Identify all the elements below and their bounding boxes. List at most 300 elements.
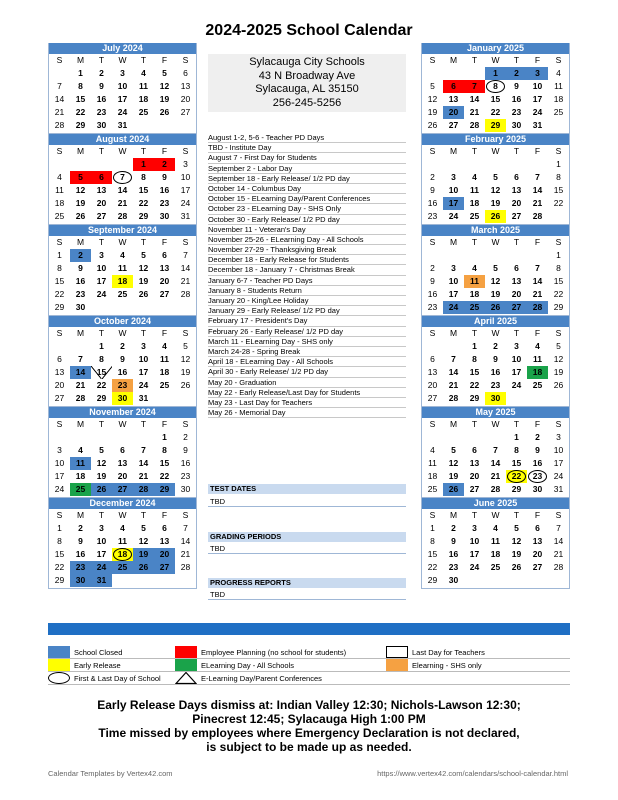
day-cell: 6	[514, 263, 519, 273]
day-cell: 10	[138, 354, 149, 364]
day-cell: 9	[430, 185, 435, 195]
day-cell: 27	[427, 393, 438, 403]
day-cell: 30	[532, 484, 543, 494]
day-cell: 8	[99, 354, 104, 364]
day-cell: 8	[514, 445, 519, 455]
weekday-header	[422, 236, 569, 249]
day-cell: 31	[117, 120, 128, 130]
progress-reports-heading: PROGRESS REPORTS	[208, 578, 406, 588]
day-cell: 4	[141, 68, 146, 78]
day-cell: 2	[430, 172, 435, 182]
day-cell: 10	[511, 354, 522, 364]
day-cell: 25	[532, 380, 543, 390]
day-cell: 22	[490, 107, 501, 117]
weekday-label: S	[555, 510, 562, 520]
weekday-header	[49, 145, 196, 158]
day-cell: 10	[532, 81, 543, 91]
day-cell: 16	[159, 185, 170, 195]
school-phone: 256-245-5256	[272, 96, 342, 109]
day-cell: 25	[70, 483, 91, 496]
day-cell: 6	[120, 445, 125, 455]
weekday-label: F	[161, 146, 168, 156]
day-cell: 26	[485, 210, 506, 223]
weekday-label: S	[182, 237, 189, 247]
month-title: March 2025	[422, 225, 569, 236]
empty-day-cell	[154, 119, 175, 132]
weekday-label: T	[471, 328, 478, 338]
weekday-label: T	[140, 510, 147, 520]
day-cell: 15	[159, 458, 170, 468]
week-row	[422, 249, 569, 262]
weekday-label: S	[182, 55, 189, 65]
weekday-label: M	[449, 55, 458, 65]
empty-day-cell	[175, 587, 196, 600]
day-cell: 27	[96, 211, 107, 221]
weekday-label: S	[182, 510, 189, 520]
day-cell: 2	[493, 341, 498, 351]
day-cell: 26	[443, 483, 464, 496]
day-cell: 20	[96, 198, 107, 208]
day-cell: 28	[532, 211, 543, 221]
empty-day-cell	[443, 158, 464, 171]
day-cell: 20	[427, 380, 438, 390]
day-cell: 11	[554, 81, 563, 91]
day-cell: 17	[54, 471, 65, 481]
weekday-label: T	[140, 419, 147, 429]
day-cell: 8	[78, 81, 83, 91]
empty-day-cell	[506, 158, 527, 171]
month-title: May 2025	[422, 407, 569, 418]
empty-day-cell	[49, 340, 70, 353]
empty-day-cell	[175, 392, 196, 405]
weekday-header	[49, 418, 196, 431]
day-cell: 7	[183, 523, 188, 533]
day-cell: 14	[448, 367, 459, 377]
day-cell: 18	[159, 367, 170, 377]
weekday-label: F	[161, 328, 168, 338]
day-cell: 29	[96, 393, 107, 403]
day-cell: 9	[430, 276, 435, 286]
event-item: September 2 - Labor Day	[208, 164, 406, 174]
day-cell: 30	[485, 392, 506, 405]
weekday-label: F	[534, 419, 541, 429]
day-cell: 18	[527, 366, 548, 379]
day-cell: 15	[427, 549, 438, 559]
weekday-label: W	[491, 419, 500, 429]
day-cell: 7	[464, 80, 485, 93]
week-row	[49, 67, 196, 80]
day-cell: 29	[154, 483, 175, 496]
weekday-label: F	[161, 237, 168, 247]
day-cell: 12	[511, 536, 522, 546]
month-january-2025	[421, 43, 570, 134]
day-cell: 16	[96, 94, 107, 104]
day-cell: 5	[514, 523, 519, 533]
day-cell: 9	[78, 536, 83, 546]
weekday-label: T	[140, 146, 147, 156]
event-item: October 30 - Early Release/ 1/2 PD day	[208, 215, 406, 225]
day-cell: 2	[99, 68, 104, 78]
empty-day-cell	[154, 301, 175, 314]
weekday-label: T	[513, 237, 520, 247]
day-cell: 19	[75, 198, 86, 208]
day-cell: 9	[120, 354, 125, 364]
weekday-label: S	[429, 55, 436, 65]
day-cell: 12	[96, 458, 107, 468]
footer-left: Calendar Templates by Vertex42.com	[48, 769, 173, 778]
day-cell: 1	[78, 68, 83, 78]
day-cell: 13	[180, 81, 191, 91]
day-cell: 14	[532, 185, 543, 195]
day-cell: 16	[75, 276, 86, 286]
weekday-label: T	[98, 328, 105, 338]
school-city: Sylacauga, AL 35150	[255, 83, 359, 95]
day-cell: 15	[75, 94, 86, 104]
day-cell: 8	[485, 80, 506, 93]
day-cell: 19	[180, 367, 191, 377]
weekday-label: W	[118, 328, 127, 338]
day-cell: 17	[448, 289, 459, 299]
empty-day-cell	[112, 431, 133, 444]
last-day-teachers-swatch	[386, 646, 408, 658]
day-cell: 12	[490, 276, 501, 286]
day-cell: 18	[75, 471, 86, 481]
weekday-header	[422, 145, 569, 158]
day-cell: 18	[54, 198, 65, 208]
day-cell: 17	[443, 197, 464, 210]
day-cell: 16	[532, 458, 543, 468]
day-cell: 24	[448, 211, 459, 221]
month-title: April 2025	[422, 316, 569, 327]
day-cell: 11	[491, 536, 500, 546]
day-cell: 15	[91, 366, 112, 379]
day-cell: 16	[490, 367, 501, 377]
day-cell: 20	[469, 471, 480, 481]
day-cell: 24	[117, 107, 128, 117]
day-cell: 21	[180, 276, 191, 286]
empty-day-cell	[506, 249, 527, 262]
weekday-label: W	[118, 146, 127, 156]
day-cell: 24	[54, 484, 65, 494]
day-cell: 8	[556, 172, 561, 182]
day-cell: 20	[117, 471, 128, 481]
day-cell: 15	[138, 185, 149, 195]
day-cell: 18	[138, 94, 149, 104]
weekday-header	[422, 418, 569, 431]
day-cell: 4	[120, 523, 125, 533]
day-cell: 17	[511, 367, 522, 377]
day-cell: 20	[511, 289, 522, 299]
weekday-label: T	[513, 328, 520, 338]
day-cell: 23	[70, 561, 91, 574]
day-cell: 7	[57, 81, 62, 91]
weekday-label: T	[98, 237, 105, 247]
week-row	[422, 171, 569, 184]
empty-day-cell	[49, 587, 70, 600]
empty-day-cell	[49, 67, 70, 80]
weekday-label: S	[182, 146, 189, 156]
day-cell: 13	[511, 276, 522, 286]
weekday-label: M	[76, 146, 85, 156]
day-cell: 13	[427, 367, 438, 377]
day-cell: 13	[54, 367, 65, 377]
legend-elearning-shs: Elearning - SHS only	[412, 660, 482, 670]
week-row	[422, 93, 569, 106]
day-cell: 17	[469, 549, 480, 559]
day-cell: 4	[162, 341, 167, 351]
day-cell: 23	[527, 470, 548, 483]
weekday-label: F	[534, 146, 541, 156]
day-cell: 31	[91, 574, 112, 587]
week-row	[422, 483, 569, 496]
day-cell: 11	[470, 185, 479, 195]
day-cell: 27	[532, 562, 543, 572]
day-cell: 12	[75, 185, 86, 195]
day-cell: 12	[138, 263, 149, 273]
day-cell: 5	[430, 81, 435, 91]
school-street: 43 N Broadway Ave	[258, 69, 356, 82]
month-title: February 2025	[422, 134, 569, 145]
day-cell: 4	[472, 263, 477, 273]
day-cell: 5	[451, 445, 456, 455]
legend	[48, 646, 570, 685]
weekday-label: S	[429, 237, 436, 247]
weekday-label: M	[76, 510, 85, 520]
empty-day-cell	[506, 392, 527, 405]
empty-day-cell	[527, 249, 548, 262]
event-item: December 18 - January 7 - Christmas Break	[208, 265, 406, 275]
weekday-label: S	[555, 237, 562, 247]
week-row	[49, 366, 196, 379]
weekday-header	[422, 327, 569, 340]
week-row	[49, 80, 196, 93]
day-cell: 21	[469, 107, 480, 117]
weekday-label: W	[491, 510, 500, 520]
day-cell: 27	[180, 107, 191, 117]
day-cell: 1	[133, 158, 154, 171]
day-cell: 25	[138, 107, 149, 117]
event-item: September 18 - Early Release/ 1/2 PD day	[208, 174, 406, 184]
day-cell: 14	[532, 276, 543, 286]
empty-day-cell	[464, 431, 485, 444]
day-cell: 20	[180, 94, 191, 104]
day-cell: 14	[180, 536, 191, 546]
day-cell: 4	[556, 68, 561, 78]
day-cell: 1	[57, 523, 62, 533]
day-cell: 24	[443, 301, 464, 314]
event-item: February 17 - President's Day	[208, 316, 406, 326]
footer-right[interactable]: https://www.vertex42.com/calendars/school-calendar.html	[377, 769, 568, 778]
day-cell: 3	[57, 445, 62, 455]
day-cell: 26	[75, 211, 86, 221]
empty-day-cell	[548, 574, 569, 587]
empty-day-cell	[175, 119, 196, 132]
month-july-2024	[48, 43, 197, 134]
empty-day-cell	[443, 431, 464, 444]
weekday-label: F	[161, 510, 168, 520]
weekday-label: F	[161, 419, 168, 429]
day-cell: 11	[428, 458, 437, 468]
day-cell: 16	[448, 549, 459, 559]
day-cell: 23	[180, 471, 191, 481]
day-cell: 15	[553, 276, 564, 286]
day-cell: 8	[472, 354, 477, 364]
event-item: April 18 - ELearning Day - All Schools	[208, 357, 406, 367]
day-cell: 11	[118, 536, 127, 546]
day-cell: 6	[162, 250, 167, 260]
empty-day-cell	[464, 158, 485, 171]
empty-day-cell	[422, 158, 443, 171]
day-cell: 3	[451, 263, 456, 273]
week-row	[49, 561, 196, 574]
week-row	[49, 119, 196, 132]
day-cell: 18	[490, 549, 501, 559]
day-cell: 19	[427, 107, 438, 117]
day-cell: 20	[532, 549, 543, 559]
empty-day-cell	[443, 340, 464, 353]
day-cell: 27	[54, 393, 65, 403]
day-cell: 5	[556, 341, 561, 351]
empty-day-cell	[49, 431, 70, 444]
event-item: March 11 - ELearning Day - SHS only	[208, 337, 406, 347]
event-item: March 24-28 - Spring Break	[208, 347, 406, 357]
month-april-2025	[421, 316, 570, 407]
empty-day-cell	[112, 574, 133, 587]
weekday-label: M	[76, 328, 85, 338]
day-cell: 11	[464, 275, 485, 288]
day-cell: 14	[490, 458, 501, 468]
weekday-label: S	[429, 328, 436, 338]
day-cell: 25	[553, 107, 564, 117]
day-cell: 2	[506, 67, 527, 80]
weekday-label: T	[140, 237, 147, 247]
day-cell: 28	[469, 120, 480, 130]
legend-school-closed: School Closed	[74, 647, 123, 657]
day-cell: 28	[133, 483, 154, 496]
month-title: January 2025	[422, 43, 569, 54]
day-cell: 5	[141, 250, 146, 260]
week-row	[49, 483, 196, 496]
day-cell: 10	[553, 445, 564, 455]
day-cell: 25	[112, 561, 133, 574]
day-cell: 2	[78, 523, 83, 533]
day-cell: 28	[54, 120, 65, 130]
day-cell: 12	[448, 458, 459, 468]
triangle-icon	[175, 672, 197, 684]
day-cell: 10	[96, 536, 107, 546]
day-cell: 6	[57, 354, 62, 364]
week-row	[422, 80, 569, 93]
day-cell: 29	[427, 575, 438, 585]
empty-day-cell	[91, 301, 112, 314]
weekday-label: M	[76, 419, 85, 429]
day-cell: 26	[138, 289, 149, 299]
day-cell: 6	[162, 523, 167, 533]
month-june-2025	[421, 498, 570, 589]
day-cell: 27	[112, 483, 133, 496]
week-row	[49, 392, 196, 405]
early-release-swatch	[48, 659, 70, 671]
notes-line-4: is subject to be made up as needed.	[206, 740, 412, 754]
day-cell: 1	[485, 67, 506, 80]
day-cell: 9	[183, 445, 188, 455]
event-item: May 23 - Last Day for Teachers	[208, 398, 406, 408]
day-cell: 21	[138, 471, 149, 481]
week-row	[49, 548, 196, 561]
day-cell: 21	[532, 289, 543, 299]
day-cell: 27	[511, 211, 522, 221]
dismissal-notes	[0, 698, 618, 754]
month-title: October 2024	[49, 316, 196, 327]
day-cell: 30	[112, 392, 133, 405]
day-cell: 28	[448, 393, 459, 403]
notes-line-1: Early Release Days dismiss at: Indian Valley 12:30; Nichols-Lawson 12:30;	[97, 698, 521, 712]
day-cell: 28	[180, 289, 191, 299]
empty-day-cell	[485, 431, 506, 444]
day-cell: 19	[96, 471, 107, 481]
week-row	[49, 93, 196, 106]
empty-day-cell	[175, 301, 196, 314]
day-cell: 6	[430, 354, 435, 364]
empty-day-cell	[548, 392, 569, 405]
day-cell: 21	[54, 107, 65, 117]
week-row	[422, 197, 569, 210]
day-cell: 1	[556, 250, 561, 260]
day-cell: 10	[448, 276, 459, 286]
empty-day-cell	[422, 587, 443, 600]
week-row	[49, 288, 196, 301]
week-row	[422, 548, 569, 561]
month-title: November 2024	[49, 407, 196, 418]
day-cell: 26	[511, 562, 522, 572]
empty-day-cell	[464, 249, 485, 262]
empty-day-cell	[527, 158, 548, 171]
week-row	[422, 301, 569, 314]
weekday-label: W	[118, 55, 127, 65]
day-cell: 20	[443, 106, 464, 119]
weekday-label: F	[534, 328, 541, 338]
day-cell: 29	[54, 302, 65, 312]
day-cell: 19	[448, 471, 459, 481]
weekday-label: F	[534, 55, 541, 65]
day-cell: 23	[511, 107, 522, 117]
day-cell: 23	[96, 107, 107, 117]
empty-day-cell	[49, 158, 70, 171]
day-cell: 1	[556, 159, 561, 169]
empty-day-cell	[422, 249, 443, 262]
notes-line-3: Time missed by employees where Emergency Declaration is not declared,	[98, 726, 520, 740]
day-cell: 29	[138, 211, 149, 221]
empty-day-cell	[548, 587, 569, 600]
day-cell: 9	[99, 81, 104, 91]
day-cell: 18	[553, 94, 564, 104]
weekday-label: T	[140, 55, 147, 65]
week-row	[49, 470, 196, 483]
empty-day-cell	[91, 431, 112, 444]
day-cell: 4	[430, 445, 435, 455]
day-cell: 2	[451, 523, 456, 533]
legend-first-last: First & Last Day of School	[74, 673, 161, 683]
empty-day-cell	[506, 587, 527, 600]
weekday-header	[49, 327, 196, 340]
day-cell: 18	[469, 289, 480, 299]
day-cell: 17	[96, 276, 107, 286]
day-cell: 27	[154, 561, 175, 574]
day-cell: 6	[183, 68, 188, 78]
empty-day-cell	[91, 158, 112, 171]
day-cell: 25	[490, 562, 501, 572]
day-cell: 25	[469, 211, 480, 221]
